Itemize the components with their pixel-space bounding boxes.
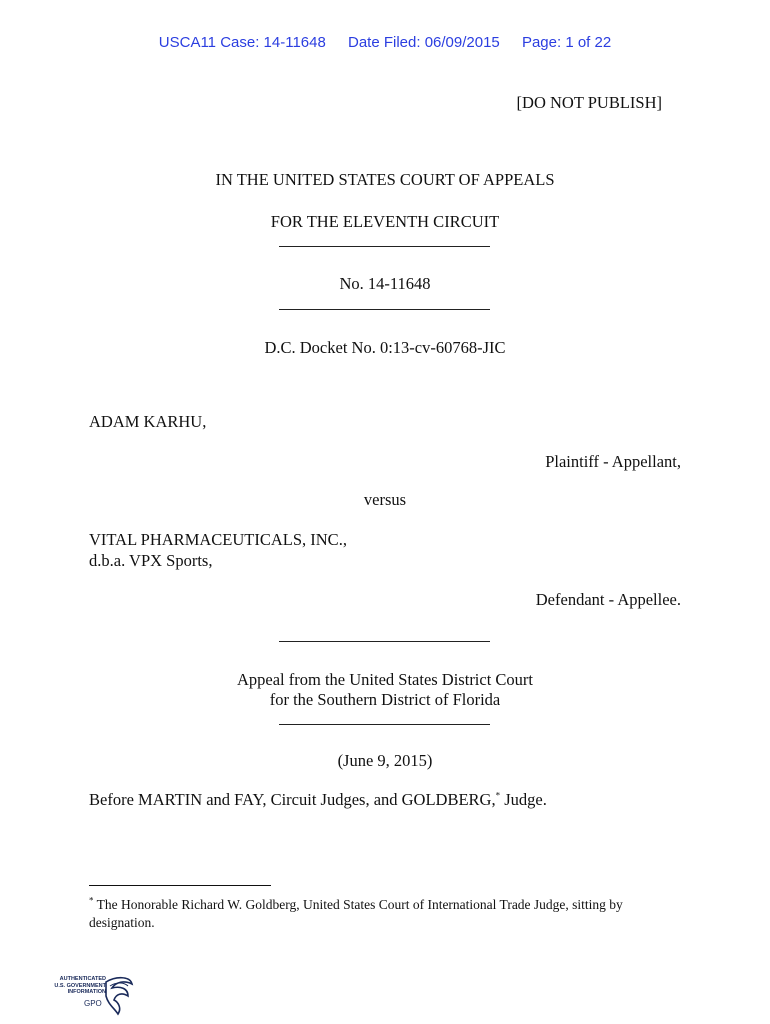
defendant-dba: d.b.a. VPX Sports, [89,551,213,570]
logo-text: AUTHENTICATED U.S. GOVERNMENT INFORMATION [54,976,106,995]
panel-text: Before MARTIN and FAY, Circuit Judges, and GOLDBERG, [89,790,496,809]
divider-rule [279,641,490,642]
case-number-header: USCA11 Case: 14-11648 [158,34,326,51]
gpo-label: GPO [84,999,102,1008]
filing-header [0,34,770,51]
panel-suffix: Judge. [500,790,547,809]
appeal-line2: for the Southern District of Florida [269,690,501,709]
divider-rule [279,246,490,247]
page-count-header: Page: 1 of 22 [521,34,612,51]
eagle-icon [102,974,134,1016]
footnote-marker: * [89,895,94,906]
panel-judges [89,790,547,810]
court-name-line2: FOR THE ELEVENTH CIRCUIT [270,212,500,231]
plaintiff-name: ADAM KARHU, [89,412,207,431]
docket-number: D.C. Docket No. 0:13-cv-60768-JIC [264,338,506,357]
footnote-rule [89,885,271,886]
footnote [89,896,689,932]
decision-date: (June 9, 2015) [337,751,433,770]
publish-status: [DO NOT PUBLISH] [516,93,662,112]
court-name-line1: IN THE UNITED STATES COURT OF APPEALS [215,170,555,189]
defendant-role: Defendant - Appellee. [535,590,681,609]
versus-label: versus [363,490,407,509]
divider-rule [279,309,490,310]
date-filed-header: Date Filed: 06/09/2015 [348,34,500,51]
appeal-line1: Appeal from the United States District Court [236,670,534,689]
gpo-authentication-logo [40,972,136,1018]
case-number: No. 14-11648 [339,274,431,293]
defendant-name: VITAL PHARMACEUTICALS, INC., [89,530,347,549]
divider-rule [279,724,490,725]
plaintiff-role: Plaintiff - Appellant, [545,452,681,471]
footnote-marker: * [495,790,501,801]
footnote-text: The Honorable Richard W. Goldberg, United States Court of International Trade Judge, sitting by designation. [89,897,623,930]
